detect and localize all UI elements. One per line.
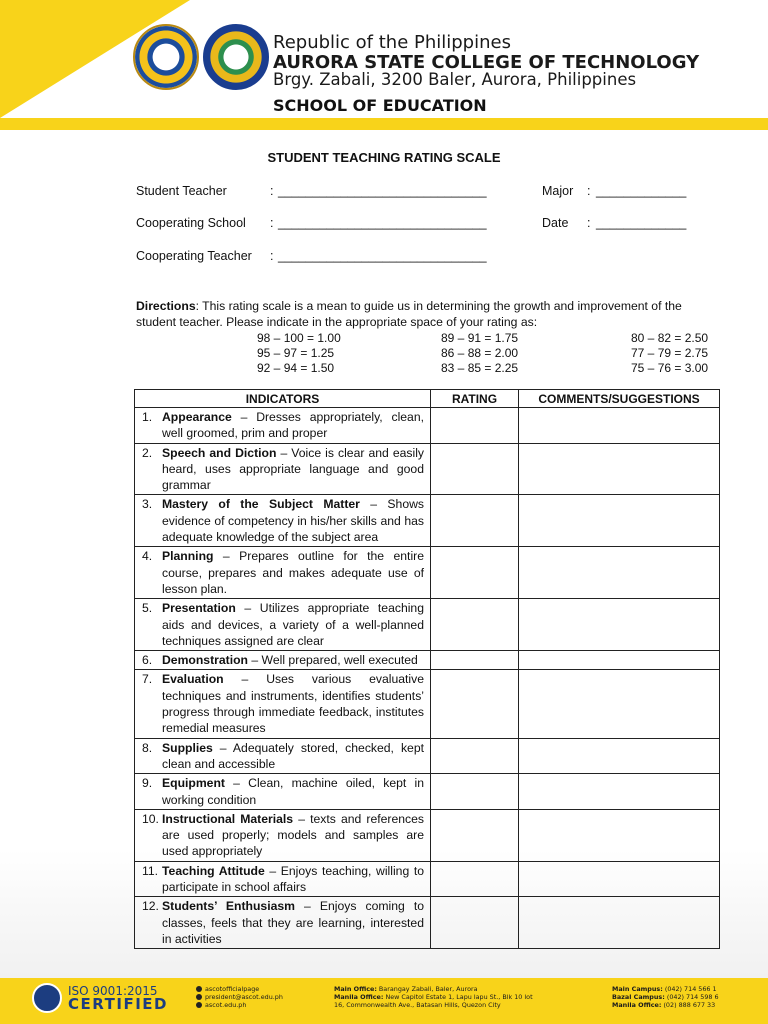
indicator-description: – Utilizes appropriate teaching aids and devices, a variety of a well-planned techniques assigned are clear	[162, 601, 424, 648]
directions-paragraph	[136, 298, 722, 330]
main-campus-phone: (042) 714 566 1	[664, 985, 717, 993]
indicator-title: Supplies	[162, 740, 213, 755]
indicator-title: Mastery of the Subject Matter	[162, 497, 360, 512]
cooperating-teacher-label: Cooperating Teacher	[136, 249, 252, 263]
manila-office-address: New Capitol Estate 1, Lapu lapu St., Blk 10 lot 16, Commonwealth Ave., Batasan Hills, Quezon City	[334, 993, 533, 1009]
email-link[interactable]: president@ascot.edu.ph	[205, 993, 283, 1001]
scale-item: 80 – 82 = 2.50	[631, 331, 709, 345]
major-sep: :	[587, 184, 591, 198]
indicator-description: – Voice is clear and easily heard, uses appropriate language and good grammar	[162, 445, 425, 493]
indicator-cell	[135, 495, 431, 547]
major-label: Major	[542, 184, 574, 198]
indicator-cell	[135, 774, 431, 810]
indicator-title: Students’ Enthusiasm	[162, 899, 295, 914]
main-campus-label: Main Campus:	[612, 985, 663, 993]
indicator-cell	[135, 443, 431, 495]
table-row	[135, 738, 720, 774]
website-link[interactable]: ascot.edu.ph	[205, 1001, 247, 1009]
facebook-link[interactable]: ascotofficialpage	[205, 985, 260, 993]
student-teacher-sep: :	[270, 184, 274, 198]
school-name: SCHOOL OF EDUCATION	[273, 96, 487, 115]
indicator-number: 10.	[142, 811, 159, 826]
indicator-text	[162, 775, 424, 808]
table-row	[135, 599, 720, 651]
indicator-cell	[135, 809, 431, 861]
college-seal-logo	[133, 24, 199, 90]
comments-cell[interactable]	[519, 774, 720, 810]
header-yellow-bar	[0, 118, 768, 130]
indicator-title: Presentation	[162, 601, 236, 616]
indicator-cell	[135, 547, 431, 599]
indicator-text	[162, 740, 424, 773]
indicator-title: Teaching Attitude	[162, 863, 265, 878]
table-row	[135, 443, 720, 495]
indicator-title: Speech and Diction	[162, 445, 277, 460]
date-sep: :	[587, 216, 591, 230]
indicator-number: 3.	[142, 497, 153, 512]
scale-item: 75 – 76 = 3.00	[631, 361, 709, 375]
scale-column-3	[631, 331, 708, 376]
rating-cell[interactable]	[431, 547, 519, 599]
indicator-number: 8.	[142, 740, 153, 755]
table-row	[135, 547, 720, 599]
directions-text: : This rating scale is a mean to guide us in determining the growth and improvement of the student teacher. Please indicate in the appropriate space of your rating as:	[136, 299, 682, 329]
table-row	[135, 861, 720, 897]
indicator-cell	[135, 651, 431, 670]
email-icon	[196, 994, 202, 1000]
cooperating-teacher-blank[interactable]: ______________________________	[278, 249, 487, 263]
rating-cell[interactable]	[431, 774, 519, 810]
indicator-cell	[135, 897, 431, 949]
indicator-text	[162, 600, 424, 649]
table-row	[135, 651, 720, 670]
comments-cell[interactable]	[519, 738, 720, 774]
indicator-description: – Clean, machine oiled, kept in working condition	[162, 776, 424, 807]
table-header-row	[135, 390, 720, 408]
indicator-number: 9.	[142, 776, 153, 791]
facebook-icon	[196, 986, 202, 992]
scale-item: 92 – 94 = 1.50	[257, 361, 335, 375]
date-label: Date	[542, 216, 569, 230]
manila-office-label: Manila Office:	[334, 993, 384, 1001]
indicator-description: – Enjoys coming to classes, feels that they are learning, interested in activities	[162, 899, 424, 946]
cooperating-school-label: Cooperating School	[136, 216, 246, 230]
table-row	[135, 774, 720, 810]
iso-standard: ISO 9001:2015	[68, 984, 158, 998]
scale-item: 86 – 88 = 2.00	[441, 346, 519, 360]
indicator-description: – Uses various evaluative techniques and instruments, identifies students’ progress through immediate feedback, institutes remedial measures	[162, 672, 424, 736]
college-name: AURORA STATE COLLEGE OF TECHNOLOGY	[273, 52, 700, 73]
indicator-text	[162, 898, 424, 947]
scale-item: 83 – 85 = 2.25	[441, 361, 519, 375]
indicator-text	[162, 548, 424, 597]
scale-item: 98 – 100 = 1.00	[257, 331, 341, 345]
indicator-title: Equipment	[162, 776, 225, 791]
rating-cell[interactable]	[431, 670, 519, 738]
rating-cell[interactable]	[431, 897, 519, 949]
comments-cell[interactable]	[519, 443, 720, 495]
indicator-description: – Prepares outline for the entire course, prepares and makes adequate use of lesson plan.	[162, 549, 424, 596]
indicator-number: 1.	[142, 410, 153, 424]
table-row	[135, 809, 720, 861]
rating-table	[134, 389, 720, 949]
indicator-text	[162, 863, 424, 896]
iso-certified: CERTIFIED	[68, 995, 168, 1013]
indicator-cell	[135, 408, 431, 444]
campus-phones	[612, 985, 742, 1009]
rating-cell[interactable]	[431, 861, 519, 897]
comments-cell[interactable]	[519, 670, 720, 738]
indicator-title: Appearance	[162, 410, 232, 424]
indicator-number: 2.	[142, 445, 153, 460]
indicator-title: Planning	[162, 549, 214, 564]
indicator-cell	[135, 738, 431, 774]
indicator-text	[162, 671, 424, 736]
scale-item: 77 – 79 = 2.75	[631, 346, 709, 360]
header-rating: RATING	[431, 390, 519, 408]
major-blank[interactable]: _____________	[596, 184, 687, 198]
header-indicators: INDICATORS	[135, 390, 431, 408]
manila-office-phone: (02) 888 677 33	[663, 1001, 716, 1009]
indicator-number: 7.	[142, 672, 153, 687]
comments-cell[interactable]	[519, 809, 720, 861]
header-comments: COMMENTS/SUGGESTIONS	[519, 390, 720, 408]
indicator-number: 5.	[142, 601, 153, 616]
comments-cell[interactable]	[519, 897, 720, 949]
indicator-description: – Dresses appropriately, clean, well groomed, prim and proper	[162, 410, 424, 441]
rating-cell[interactable]	[431, 599, 519, 651]
cooperating-teacher-sep: :	[270, 249, 274, 263]
comments-cell[interactable]	[519, 547, 720, 599]
rating-cell[interactable]	[431, 408, 519, 444]
indicator-text	[162, 811, 424, 860]
scale-column-1	[257, 331, 341, 376]
comments-cell[interactable]	[519, 861, 720, 897]
bazal-campus-phone: (042) 714 598 6	[666, 993, 719, 1001]
school-of-education-seal-logo	[203, 24, 269, 90]
indicator-text	[162, 445, 424, 494]
indicator-number: 4.	[142, 549, 153, 564]
indicator-number: 12.	[142, 899, 159, 914]
scale-item: 95 – 97 = 1.25	[257, 346, 335, 360]
scale-column-2	[441, 331, 518, 376]
iso-certification	[68, 985, 168, 1011]
indicator-cell	[135, 599, 431, 651]
table-row	[135, 495, 720, 547]
cooperating-school-sep: :	[270, 216, 274, 230]
rating-cell[interactable]	[431, 443, 519, 495]
scale-item: 89 – 91 = 1.75	[441, 331, 519, 345]
table-row	[135, 408, 720, 444]
bazal-campus-label: Bazal Campus:	[612, 993, 665, 1001]
date-blank[interactable]: _____________	[596, 216, 687, 230]
indicator-description: – Well prepared, well executed	[248, 653, 418, 668]
indicator-title: Instructional Materials	[162, 811, 294, 826]
student-teacher-blank[interactable]: ______________________________	[278, 184, 487, 198]
rating-cell[interactable]	[431, 809, 519, 861]
indicator-number: 11.	[142, 863, 159, 878]
globe-icon	[196, 1002, 202, 1008]
comments-cell[interactable]	[519, 651, 720, 670]
comments-cell[interactable]	[519, 599, 720, 651]
main-office-address: Barangay Zabali, Baler, Aurora	[378, 985, 478, 993]
indicator-text	[162, 409, 424, 442]
manila-phone-label: Manila Office:	[612, 1001, 662, 1009]
comments-cell[interactable]	[519, 495, 720, 547]
table-row	[135, 897, 720, 949]
contact-links	[196, 985, 283, 1009]
student-teacher-label: Student Teacher	[136, 184, 227, 198]
indicator-cell	[135, 670, 431, 738]
republic-line: Republic of the Philippines	[273, 32, 511, 53]
indicator-description: – texts and references are used properly; models and samples are used appropriately	[162, 811, 424, 859]
rating-cell[interactable]	[431, 651, 519, 670]
indicator-number: 6.	[142, 653, 153, 668]
iso-certification-icon	[32, 983, 62, 1013]
indicator-text	[162, 496, 424, 545]
indicator-cell	[135, 861, 431, 897]
form-title: STUDENT TEACHING RATING SCALE	[267, 150, 501, 165]
indicator-title: Demonstration	[162, 653, 248, 668]
comments-cell[interactable]	[519, 408, 720, 444]
rating-cell[interactable]	[431, 495, 519, 547]
directions-label: Directions	[136, 299, 196, 313]
indicator-description: – Shows evidence of competency in his/her skills and has adequate knowledge of the subject area	[162, 497, 424, 545]
college-address: Brgy. Zabali, 3200 Baler, Aurora, Philippines	[273, 70, 637, 89]
cooperating-school-blank[interactable]: ______________________________	[278, 216, 487, 230]
table-row	[135, 670, 720, 738]
main-office-label: Main Office:	[334, 985, 377, 993]
indicator-description: – Adequately stored, checked, kept clean and accessible	[162, 740, 424, 771]
office-addresses	[334, 985, 544, 1009]
indicator-text	[162, 652, 424, 668]
indicator-title: Evaluation	[162, 672, 224, 687]
indicator-description: – Enjoys teaching, willing to participate in school affairs	[162, 863, 424, 895]
rating-cell[interactable]	[431, 738, 519, 774]
